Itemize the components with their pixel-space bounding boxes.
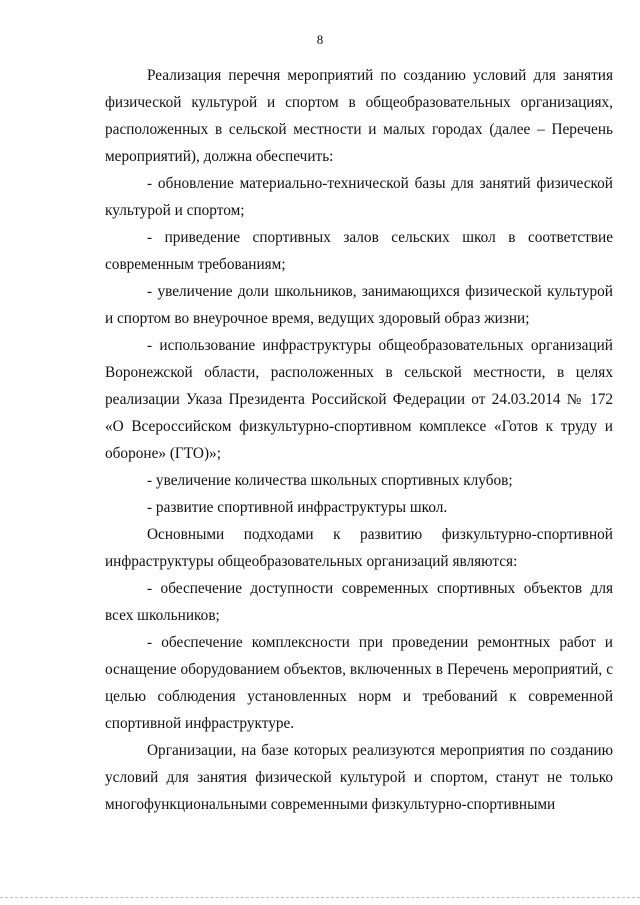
list-item-infrastructure-use: - использование инфраструктуры общеобразовательных организаций Воронежской области, расположенных в сельской местности, в целях реализации Указа Президента Российской Федерации от 24.03.2014 № 172 «О Всероссийском физкультурно-спортивном комплексе «Готов к труду и обороне» (ГТО)»;	[105, 337, 613, 462]
list-item-complexity: - обеспечение комплексности при проведении ремонтных работ и оснащение оборудованием объектов, включенных в Перечень мероприятий, с целью соблюдения установленных норм и требований к современной спортивной инфраструктуре.	[105, 634, 613, 732]
list-item-accessibility: - обеспечение доступности современных спортивных объектов для всех школьников;	[105, 580, 613, 624]
paragraph-intro: Реализация перечня мероприятий по созданию условий для занятия физической культурой и спортом в общеобразовательных организациях, расположенных в сельской местности и малых городах (далее – Перечень мероприятий), должна обеспечить:	[105, 67, 613, 165]
list-item-material-base: - обновление материально-технической базы для занятий физической культурой и спортом;	[105, 175, 613, 219]
page-number: 8	[316, 32, 324, 47]
page-bottom-rule	[0, 897, 640, 898]
paragraph-approaches: Основными подходами к развитию физкультурно-спортивной инфраструктуры общеобразовательных организаций являются:	[105, 526, 613, 570]
list-item-sports-halls: - приведение спортивных залов сельских школ в соответствие современным требованиям;	[105, 229, 613, 273]
list-item-pupil-share: - увеличение доли школьников, занимающихся физической культурой и спортом во внеурочное время, ведущих здоровый образ жизни;	[105, 283, 613, 327]
list-item-infrastructure-development: - развитие спортивной инфраструктуры школ.	[147, 499, 448, 516]
paragraph-organizations: Организации, на базе которых реализуются мероприятия по созданию условий для занятия физической культурой и спортом, станут не только многофункциональными современными физкультурно-спортивными	[105, 742, 613, 813]
list-item-sports-clubs: - увеличение количества школьных спортивных клубов;	[147, 472, 513, 489]
